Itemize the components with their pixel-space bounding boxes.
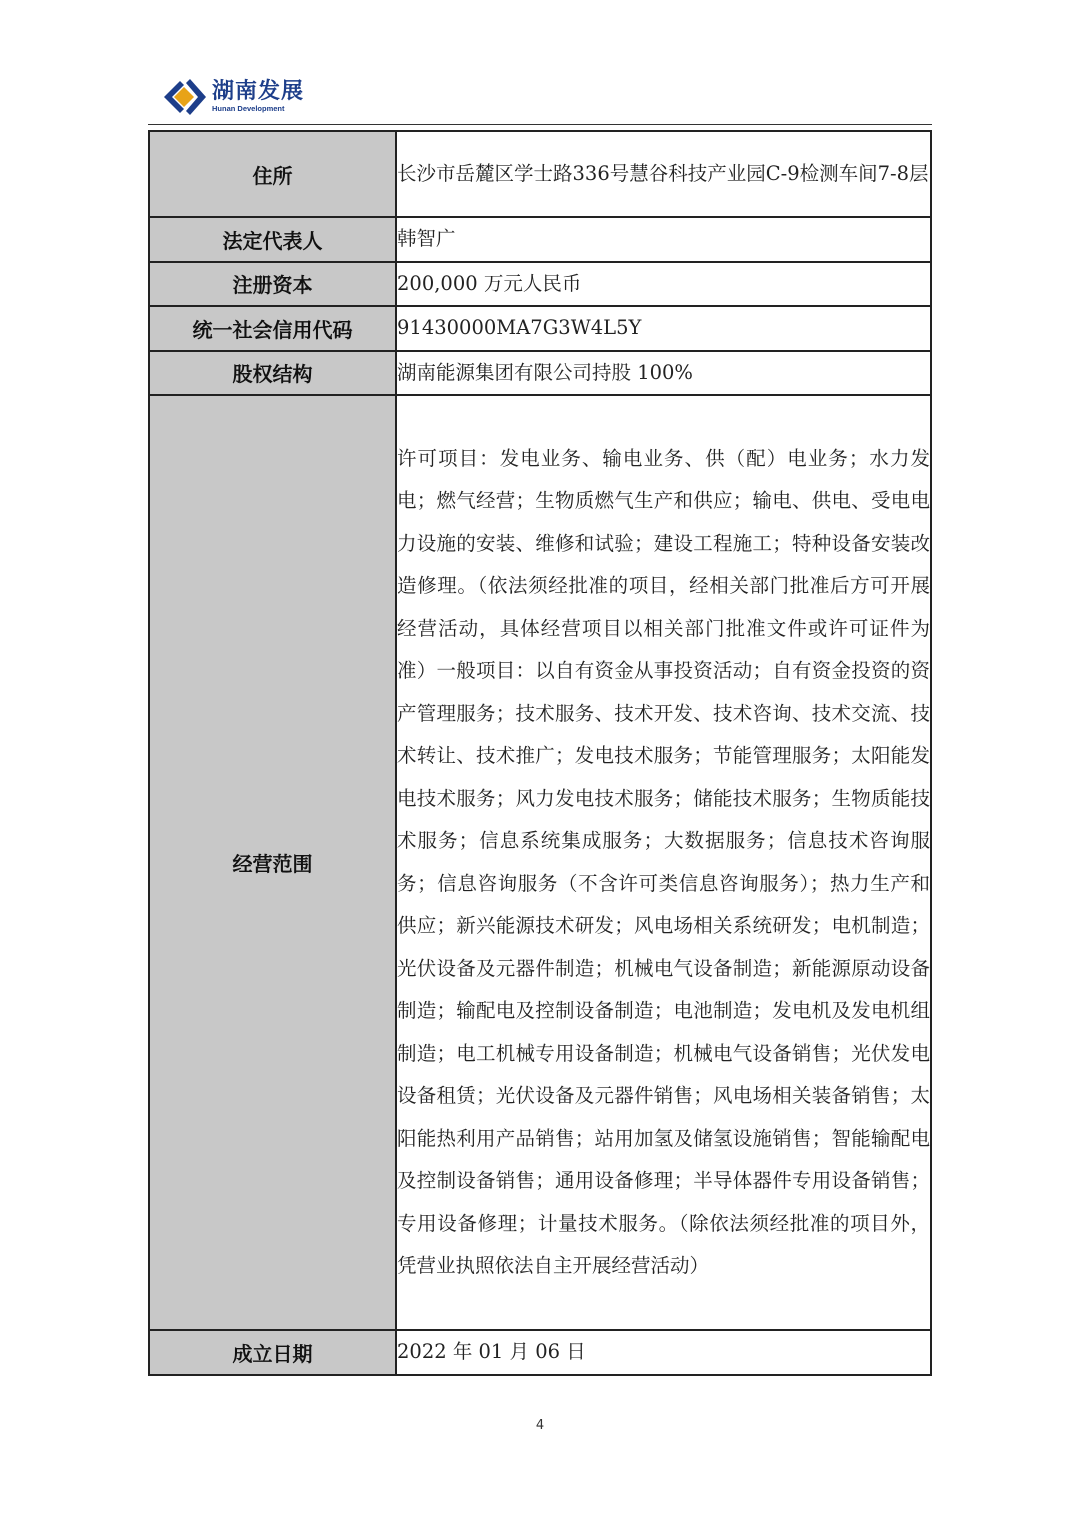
value-address: 长沙市岳麓区学士路336号慧谷科技产业园C-9检测车间7-8层 [396, 131, 931, 217]
table-row-address [149, 131, 931, 217]
label-establishment-date: 成立日期 [149, 1330, 396, 1375]
value-credit-code: 91430000MA7G3W4L5Y [396, 306, 931, 351]
hunan-development-logo-icon [160, 77, 206, 117]
header-divider [148, 124, 932, 125]
label-registered-capital: 注册资本 [149, 262, 396, 307]
value-business-scope: 许可项目：发电业务、输电业务、供（配）电业务；水力发电；燃气经营；生物质燃气生产和供应；输电、供电、受电电力设施的安装、维修和试验；建设工程施工；特种设备安装改造修理。（依法须经批准的项目，经相关部门批准后方可开展经营活动，具体经营项目以相关部门批准文件或许可证件为准）一般项目：以自有资金从事投资活动；自有资金投资的资产管理服务；技术服务、技术开发、技术咨询、技术交流、技术转让、技术推广；发电技术服务；节能管理服务；太阳能发电技术服务；风力发电技术服务；储能技术服务；生物质能技术服务；信息系统集成服务；大数据服务；信息技术咨询服务；信息咨询服务（不含许可类信息咨询服务）；热力生产和供应；新兴能源技术研发；风电场相关系统研发；电机制造；光伏设备及元器件制造；机械电气设备制造；新能源原动设备制造；输配电及控制设备制造；电池制造；发电机及发电机组制造；电工机械专用设备制造；机械电气设备销售；光伏发电设备租赁；光伏设备及元器件销售；风电场相关装备销售；太阳能热利用产品销售；站用加氢及储氢设施销售；智能输配电及控制设备销售；通用设备修理；半导体器件专用设备销售；专用设备修理；计量技术服务。（除依法须经批准的项目外，凭营业执照依法自主开展经营活动） [396, 395, 931, 1330]
value-legal-representative: 韩智广 [396, 217, 931, 262]
label-credit-code: 统一社会信用代码 [149, 306, 396, 351]
logo-chinese-name: 湖南发展 [212, 79, 305, 104]
label-equity-structure: 股权结构 [149, 351, 396, 396]
label-business-scope: 经营范围 [149, 395, 396, 1330]
company-info-table [148, 130, 932, 1376]
table-row-registered-capital [149, 262, 931, 307]
label-legal-representative: 法定代表人 [149, 217, 396, 262]
page-header [160, 74, 304, 120]
logo-text [212, 80, 304, 114]
table-row-equity-structure [149, 351, 931, 396]
table-row-credit-code [149, 306, 931, 351]
label-address: 住所 [149, 131, 396, 217]
logo-english-name: Hunan Development [212, 104, 285, 113]
value-equity-structure: 湖南能源集团有限公司持股 100% [396, 351, 931, 396]
table-row-legal-representative [149, 217, 931, 262]
table-row-establishment-date [149, 1330, 931, 1375]
table-row-business-scope [149, 395, 931, 1330]
value-registered-capital: 200,000 万元人民币 [396, 262, 931, 307]
page-number: 4 [535, 1418, 545, 1433]
value-establishment-date: 2022 年 01 月 06 日 [396, 1330, 931, 1375]
